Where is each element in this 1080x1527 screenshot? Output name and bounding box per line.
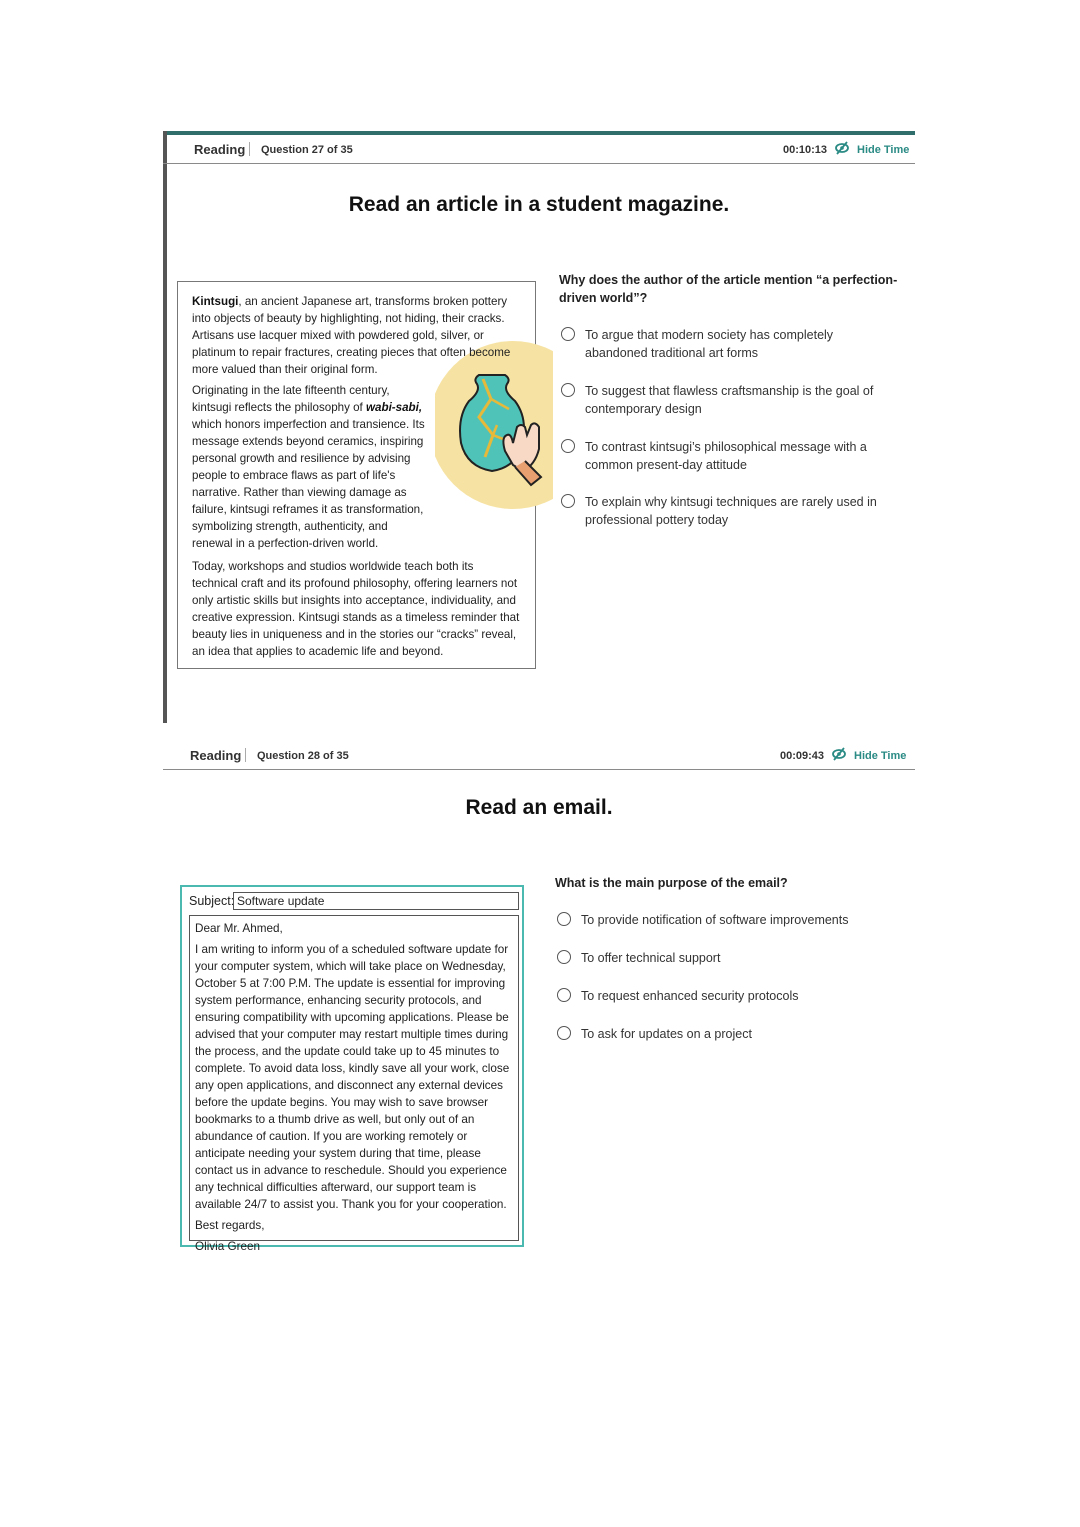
- answer-option-label: To explain why kintsugi techniques are rarely used in professional pottery today: [585, 495, 877, 527]
- radio-button[interactable]: [557, 988, 571, 1002]
- email-panel: [180, 885, 524, 1253]
- section-label: Reading: [190, 748, 242, 763]
- article-paragraph-1: Kintsugi, an ancient Japanese art, transforms broken pottery into objects of beauty by highlighting, not hiding, their cracks. Artisans use lacquer mixed with powdered gold, silver, or platinum to repair fractures, creating pieces that often become more valued than their original form.: [192, 295, 511, 376]
- answer-option-4[interactable]: [557, 1025, 887, 1047]
- answer-option-label: To request enhanced security protocols: [581, 989, 799, 1003]
- answer-option-2[interactable]: [557, 949, 887, 971]
- answer-option-3[interactable]: [557, 987, 887, 1009]
- answer-option-1[interactable]: [557, 911, 887, 933]
- radio-button[interactable]: [557, 912, 571, 926]
- timer: 00:10:13: [783, 144, 828, 156]
- email-greeting: Dear Mr. Ahmed,: [195, 922, 283, 935]
- radio-button[interactable]: [557, 950, 571, 964]
- test-header: [163, 135, 915, 164]
- test-header: [163, 741, 915, 770]
- question-counter: Question 28 of 35: [257, 750, 349, 762]
- answer-option-3[interactable]: [561, 438, 901, 478]
- article-text: [192, 293, 522, 664]
- question-27-screen: [163, 131, 915, 723]
- email-body: [189, 915, 519, 1253]
- answer-option-label: To argue that modern society has completely abandoned traditional art forms: [585, 328, 834, 360]
- left-edge-bar: [163, 131, 167, 723]
- email-signature: Olivia Green: [195, 1240, 260, 1253]
- header-divider: [249, 142, 250, 156]
- answer-option-2[interactable]: [561, 382, 901, 422]
- answer-option-label: To ask for updates on a project: [581, 1027, 752, 1041]
- radio-button[interactable]: [561, 494, 575, 508]
- answer-option-label: To contrast kintsugi’s philosophical message with a common present-day attitude: [585, 440, 867, 472]
- timer: 00:09:43: [780, 750, 825, 762]
- answer-option-label: To offer technical support: [581, 951, 721, 965]
- radio-button[interactable]: [561, 383, 575, 397]
- eye-slash-icon[interactable]: [834, 140, 850, 156]
- header-divider: [245, 748, 246, 762]
- answer-option-label: To suggest that flawless craftsmanship is the goal of contemporary design: [585, 384, 874, 416]
- hide-time-button[interactable]: Hide Time: [857, 144, 910, 156]
- question-28-screen: [163, 741, 915, 1306]
- answer-option-4[interactable]: [561, 493, 901, 533]
- answer-option-label: To provide notification of software improvements: [581, 913, 849, 927]
- email-body-text: I am writing to inform you of a scheduled software update for your computer system, which will take place on Wednesday, October 5 at 7:00 P.M. The update is essential for improving system performance, enhancing security protocols, and ensuring compatibility with upcoming applications. Please be advised that your computer may restart multiple times during the process, and the update could take up to 45 minutes to complete. To avoid data loss, kindly save all your work, close any open applications, and disconnect any external devices before the update begins. You may wish to save browser bookmarks to a thumb drive as well, but only out of an abundance of caution. If you are working remotely or anticipate needing your system during that time, please contact us in advance to reschedule. Should you experience any technical difficulties afterward, our support team is available 24/7 to assist you. Thank you for your cooperation.: [195, 943, 510, 1211]
- page-title: Read an article in a student magazine.: [348, 193, 730, 216]
- article-paragraph-2: Originating in the late fifteenth century, kintsugi reflects the philosophy of wabi-sabi, which honors imperfection and transience. Its message extends beyond ceramics, inspiring personal growth and resilience by advising people to embrace flaws as part of life's narrative. Rather than viewing damage as failure, kintsugi reframes it as transformation, symbolizing strength, authenticity, and renewal in a perfection-driven world.: [192, 384, 425, 550]
- hide-time-button[interactable]: Hide Time: [854, 750, 907, 762]
- answer-option-1[interactable]: [561, 326, 901, 366]
- subject-label: Subject:: [189, 894, 235, 908]
- question-text: Why does the author of the article mention “a perfection-driven world”?: [559, 273, 898, 305]
- page-title: Read an email.: [465, 796, 613, 819]
- question-text: What is the main purpose of the email?: [555, 876, 788, 890]
- section-label: Reading: [194, 142, 246, 157]
- radio-button[interactable]: [557, 1026, 571, 1040]
- subject-field: Software update: [233, 892, 519, 910]
- article-paragraph-3: Today, workshops and studios worldwide teach both its technical craft and its profound philosophy, offering learners not only artistic skills but insights into acceptance, individuality, and creative expression. Kintsugi stands as a timeless reminder that beauty lies in uniqueness and in the stories our “cracks” reveal, an idea that applies to academic life and beyond.: [192, 560, 520, 658]
- term-wabi-sabi: wabi-sabi,: [366, 401, 423, 414]
- email-closing: Best regards,: [195, 1219, 265, 1232]
- question-counter: Question 27 of 35: [261, 144, 353, 156]
- radio-button[interactable]: [561, 439, 575, 453]
- eye-slash-icon[interactable]: [831, 746, 847, 762]
- radio-button[interactable]: [561, 327, 575, 341]
- term-kintsugi: Kintsugi: [192, 295, 239, 308]
